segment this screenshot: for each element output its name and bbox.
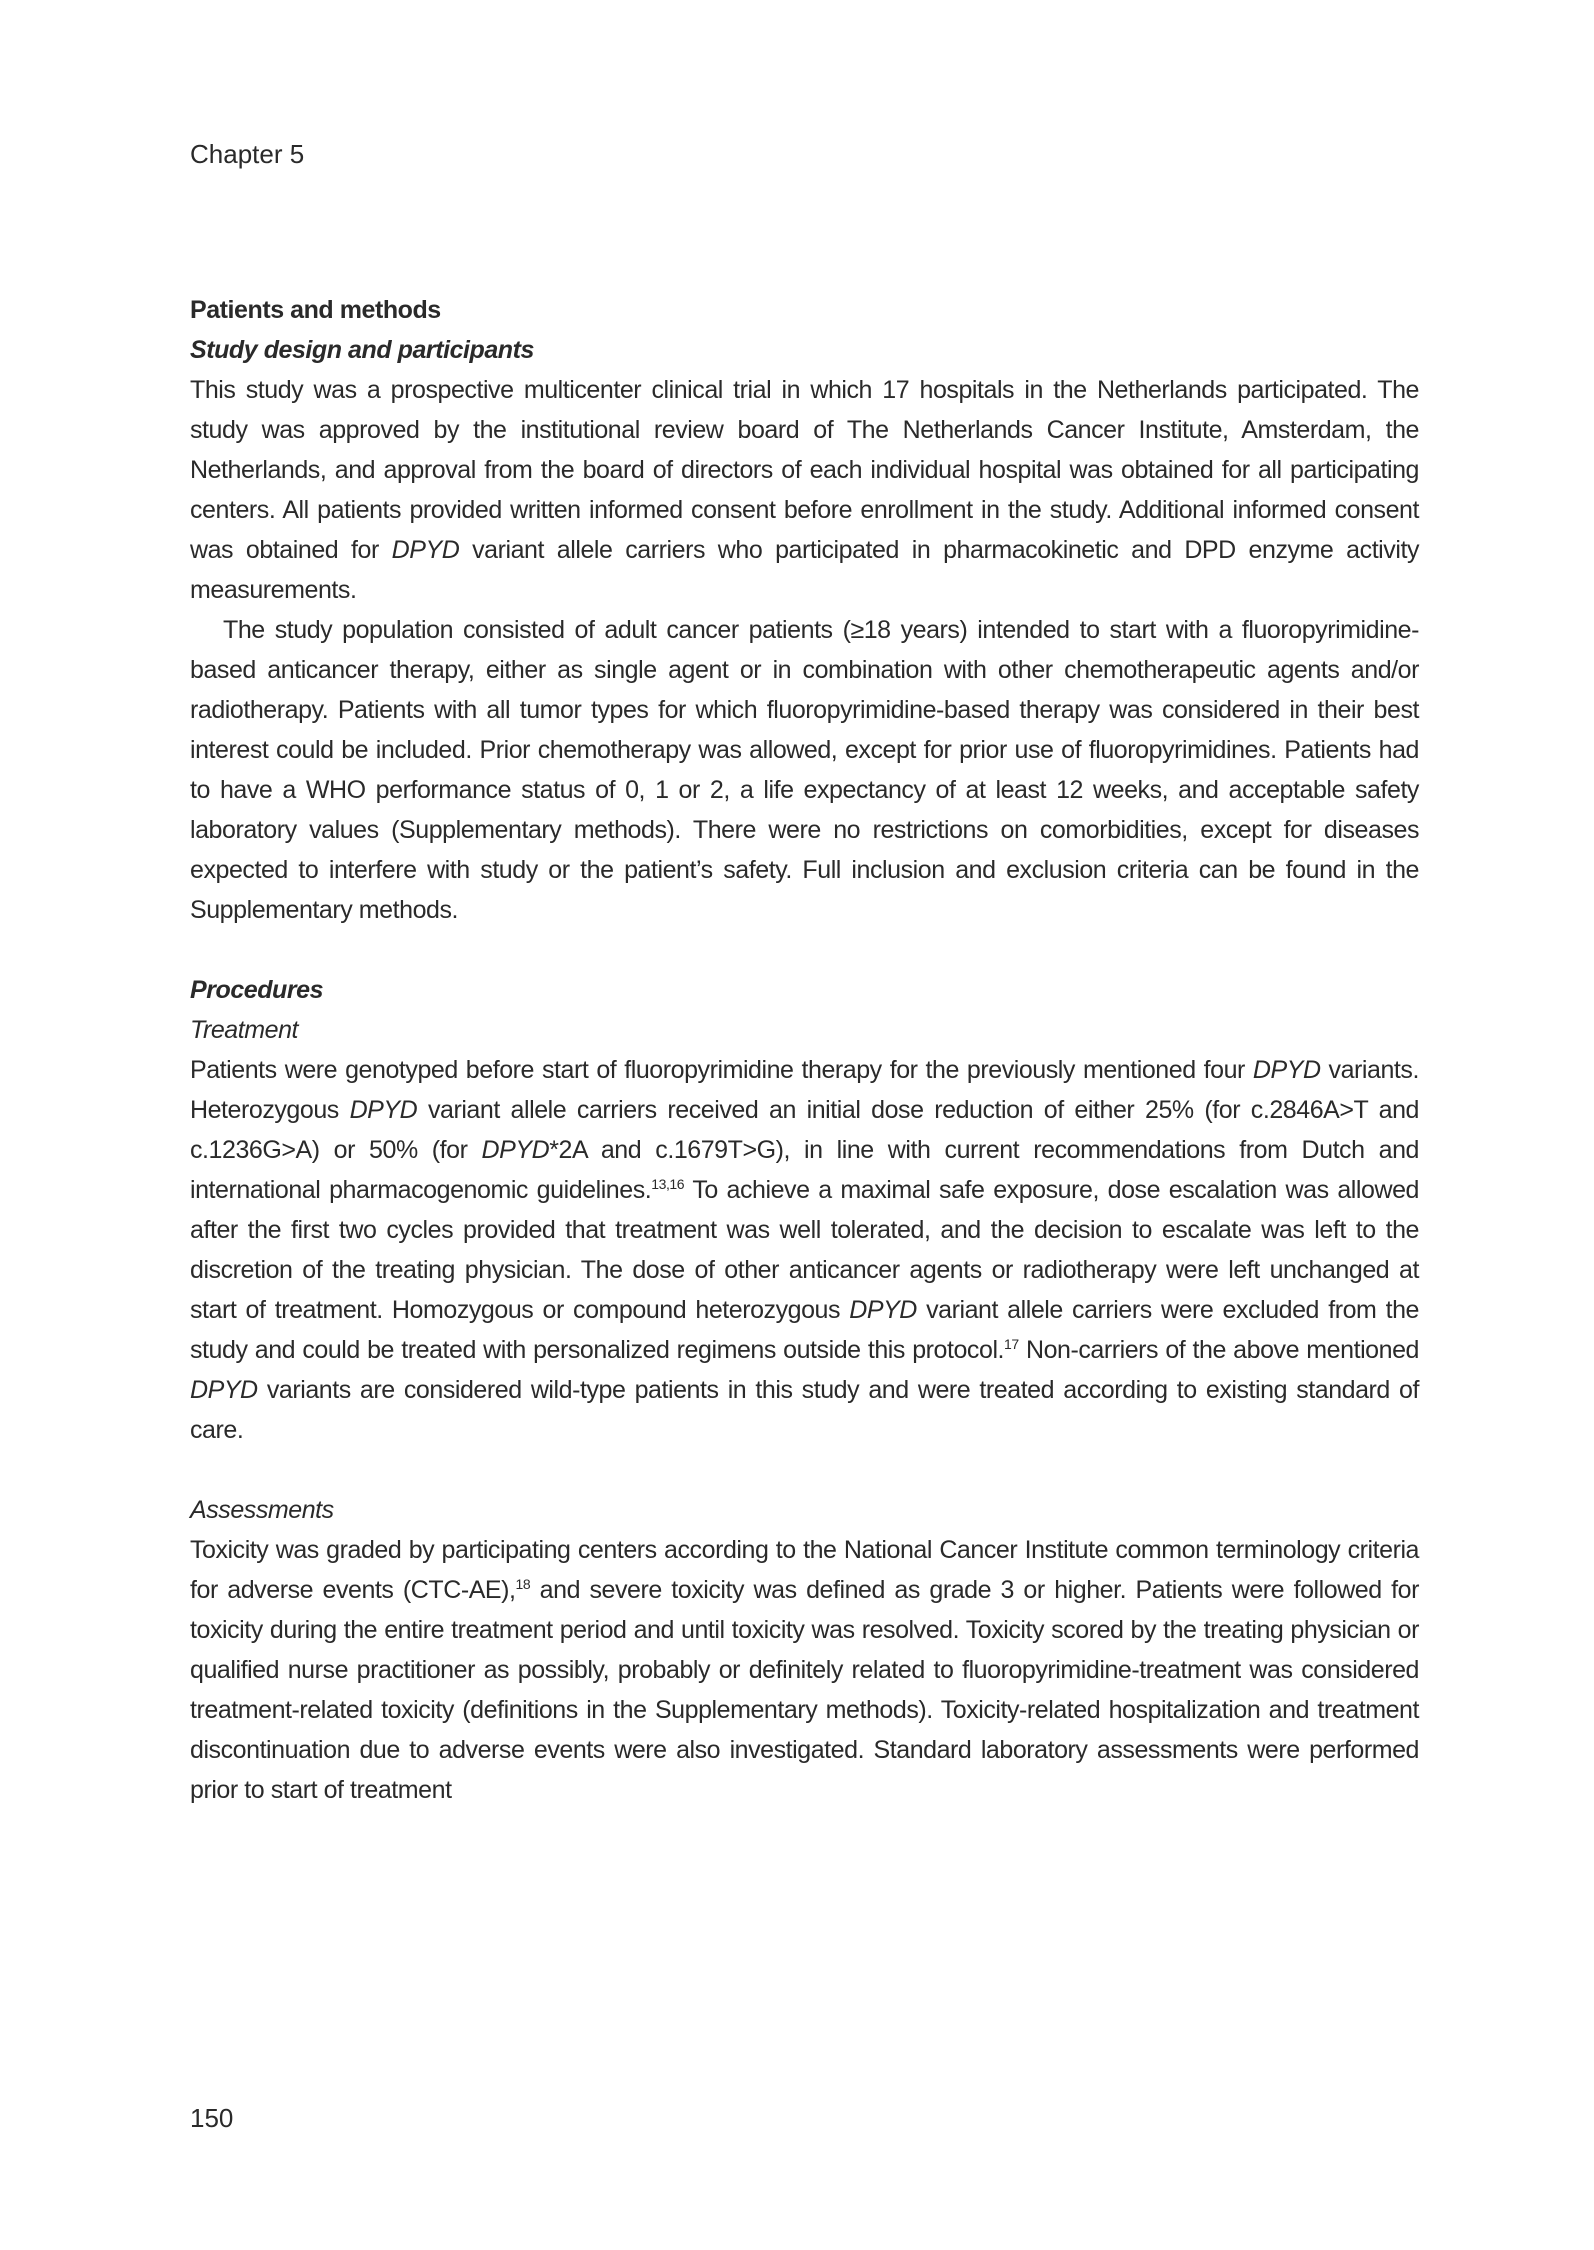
subsection-heading-procedures: Procedures [190,976,324,1004]
gene-name: DPYD [391,536,460,564]
spacer [190,1450,1419,1490]
subheading-assessments: Assessments [190,1496,334,1524]
citation-superscript: 18 [515,1576,531,1592]
text-run: variants. Heterozygous [190,1056,1419,1124]
citation-superscript: 17 [1004,1336,1019,1352]
text-run: Non-carriers of the above mentioned [1018,1336,1419,1364]
text-run: This study was a prospective multicenter clinical trial in which 17 hospitals in the Netherlands participated. The study was approved by the institutional review board of The Netherlands Cancer Institute, Amsterdam, the Netherlands, and approval from the board of directors of each individual hospital was obtained for all participating centers. All patients provided written informed consent before enrollment in the study. Additional informed consent was obtained for [190,376,1419,564]
paragraph-assessments [190,1530,1419,1810]
spacer [190,930,1419,970]
text-run: variant allele carriers were excluded from the study and could be treated with personalized regimens outside this protocol. [190,1296,1419,1364]
subheading-treatment: Treatment [190,1016,299,1044]
section-heading: Patients and methods [190,296,441,324]
gene-name: DPYD [849,1296,917,1324]
paragraph-study-population: The study population consisted of adult cancer patients (≥18 years) intended to start with a fluoropyrimidine-based anticancer therapy, either as single agent or in combination with other chemotherapeutic agents and/or radiotherapy. Patients with all tumor types for which fluoropyrimidine-based therapy was considered in their best interest could be included. Prior chemotherapy was allowed, except for prior use of fluoropyrimidines. Patients had to have a WHO performance status of 0, 1 or 2, a life expectancy of at least 12 weeks, and acceptable safety laboratory values (Supplementary methods). There were no restrictions on comorbidities, except for diseases expected to interfere with study or the patient’s safety. Full inclusion and exclusion criteria can be found in the Supplementary methods. [190,616,1419,924]
paragraph-study-design [190,370,1419,610]
gene-name: DPYD [481,1136,550,1164]
text-run: variants are considered wild-type patients in this study and were treated according to existing standard of care. [190,1376,1419,1444]
text-run: and severe toxicity was defined as grade 3 or higher. Patients were followed for toxicity during the entire treatment period and until toxicity was resolved. Toxicity scored by the treating physician or qualified nurse practitioner as possibly, probably or definitely related to fluoropyrimidine-treatment was considered treatment-related toxicity (definitions in the Supplementary methods). Toxicity-related hospitalization and treatment discontinuation due to adverse events were also investigated. Standard laboratory assessments were performed prior to start of treatment [190,1576,1419,1804]
page-number: 150 [190,2103,234,2133]
subsection-heading-study-design: Study design and participants [190,336,534,364]
text-run: Patients were genotyped before start of fluoropyrimidine therapy for the previously mentioned four [190,1056,1253,1084]
text-run: *2A and c.1679T>G), in line with current recommendations from Dutch and international pharmacogenomic guidelines. [190,1136,1419,1204]
text-run: variant allele carriers who participated in pharmacokinetic and DPD enzyme activity measurements. [190,536,1419,604]
text-run: Toxicity was graded by participating centers according to the National Cancer Institute common terminology criteria for adverse events (CTC-AE), [190,1536,1419,1604]
citation-superscript: 13,16 [651,1176,685,1192]
main-content [190,290,1419,1810]
gene-name: DPYD [190,1376,258,1404]
running-header: Chapter 5 [190,139,305,169]
paragraph-treatment [190,1050,1419,1450]
text-run: To achieve a maximal safe exposure, dose escalation was allowed after the first two cycles provided that treatment was well tolerated, and the decision to escalate was left to the discretion of the treating physician. The dose of other anticancer agents or radiotherapy were left unchanged at start of treatment. Homozygous or compound heterozygous [190,1176,1419,1324]
gene-name: DPYD [1252,1056,1321,1084]
text-run: variant allele carriers received an initial dose reduction of either 25% (for c.2846A>T and c.1236G>A) or 50% (for [190,1096,1419,1164]
gene-name: DPYD [349,1096,418,1124]
